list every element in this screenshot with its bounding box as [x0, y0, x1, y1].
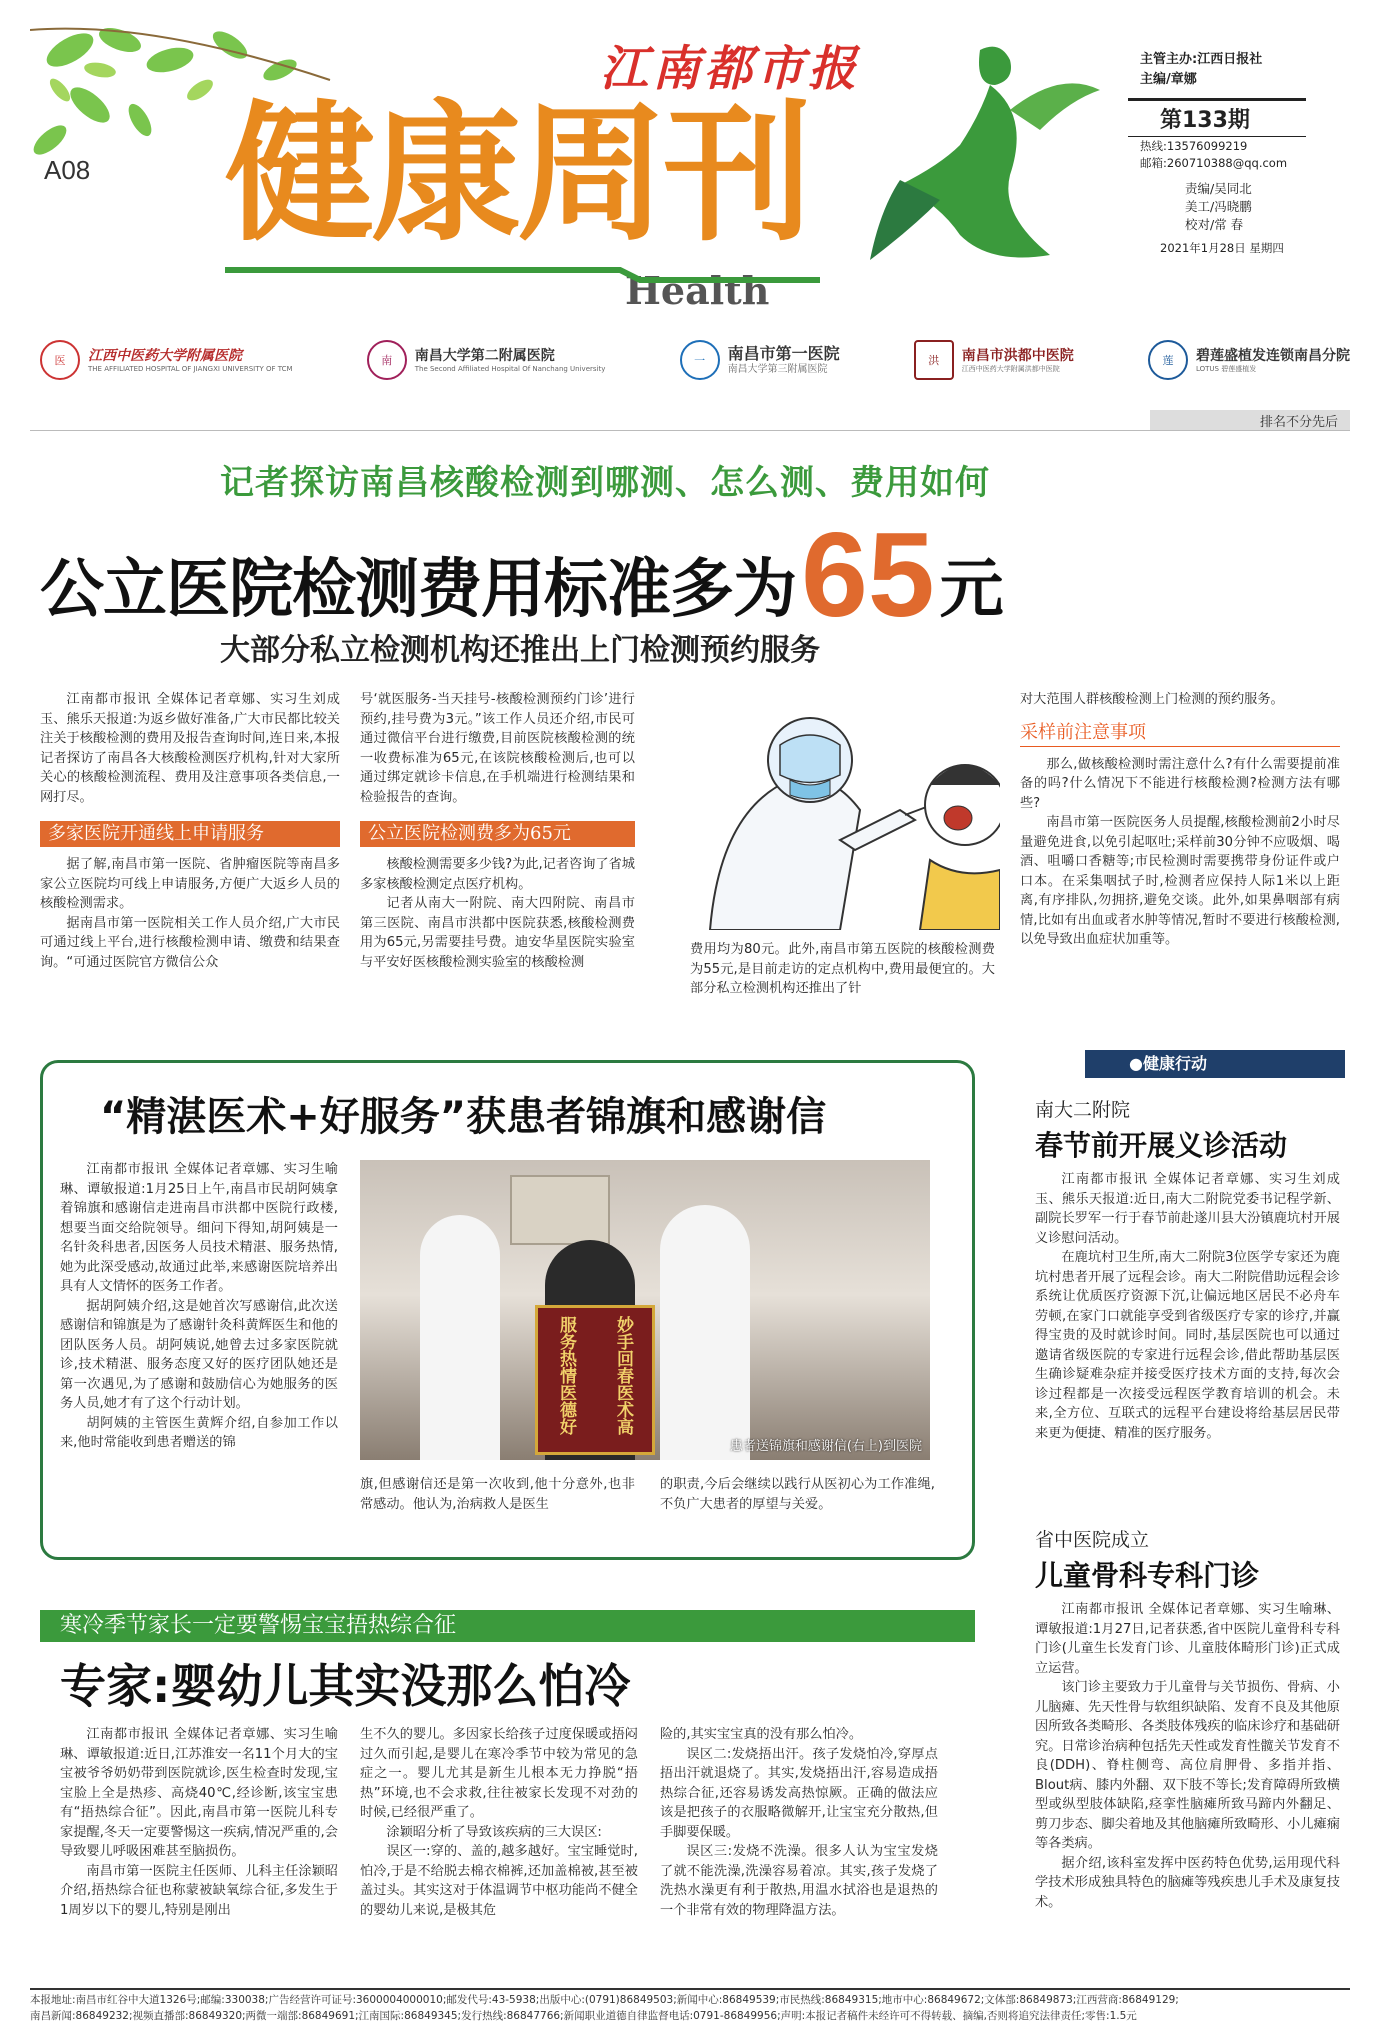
headline-number: 65 [801, 508, 935, 642]
rank-note: 排名不分先后 [1259, 415, 1338, 430]
main-column-1 [40, 690, 340, 972]
paragraph: 据介绍,该科室发挥中医药特色优势,运用现代科学技术形成独具特色的脑瘫等残疾患儿手术及康复技术。 [1035, 1855, 1340, 1910]
main-column-4 [1020, 690, 1340, 950]
main-headline [40, 508, 1004, 642]
side-article-1 [1035, 1095, 1340, 1443]
subhead: 公立医院检测费多为65元 [360, 821, 635, 847]
issue-number: 第133期 [1128, 98, 1306, 137]
hospital-logo-3: 一 南昌市第一医院 南昌大学第三附属医院 [680, 340, 840, 380]
section-title: 健康周刊 [225, 88, 810, 262]
bottom-kicker: 寒冷季节家长一定要警惕宝宝捂热综合征 [40, 1610, 975, 1642]
staff-editor: 责编/吴同北 [1185, 181, 1252, 196]
box-column-2 [360, 1475, 635, 1514]
paragraph: 南昌市第一医院医务人员提醒,核酸检测前2小时尽量避免进食,以免引起呕吐;采样前30分钟不应吸烟、喝酒、咀嚼口香糖等;市民检测时需要携带身份证件或户口本。在采集咽拭子时,检测者应保持人际1米以上距离,有序排队,勿拥挤,避免交谈。此外,如果鼻咽部有病情,比如有出血或者水肿等情况,暂时不要进行核酸检测,以免导致出血症状加重等。 [1020, 815, 1340, 947]
paragraph: 涂颖昭分析了导致该疾病的三大误区: [386, 1824, 602, 1840]
bottom-column-3 [660, 1725, 938, 1920]
box-column-3 [660, 1475, 935, 1514]
footer-rule [30, 1988, 1350, 1990]
paragraph: 据南昌市第一医院相关工作人员介绍,广大市民可通过线上平台,进行核酸检测申请、缴费和结果查询。“可通过医院官方微信公众 [40, 915, 340, 970]
rule-line [30, 430, 1350, 431]
swab-test-illustration [690, 690, 1000, 930]
paragraph: 生不久的婴儿。多因家长给孩子过度保暖或捂闷过久而引起,是婴儿在寒冷季节中较为常见的急症之一。婴儿尤其是新生儿根本无力挣脱“捂热”环境,也不会求救,往往被家长发现不对劲的时候,已经很严重了。 [360, 1727, 638, 1820]
staff-list [1185, 180, 1252, 234]
subhead: 采样前注意事项 [1020, 720, 1340, 747]
footer-info [30, 1992, 1350, 2024]
bottom-column-2 [360, 1725, 638, 1920]
paragraph: 江南都市报讯 全媒体记者章娜、实习生喻琳、谭敏报道:近日,江苏淮安一名11个月大的宝宝被爷爷奶奶带到医院就诊,医生检查时发现,宝宝脸上全是热疹、高烧40℃,经诊断,该宝宝患有“捂热综合征”。因此,南昌市第一医院儿科专家提醒,冬天一定要警惕这一疾病,情况严重的,会导致婴儿呼吸困难甚至脑损伤。 [60, 1727, 338, 1859]
rank-note-bar [1150, 410, 1350, 430]
box-headline: “精湛医术+好服务”获患者锦旗和感谢信 [100, 1094, 827, 1140]
page-number: A08 [44, 155, 91, 185]
contact-info [1140, 138, 1287, 172]
lotus-emblem-icon: 莲 [1148, 340, 1188, 380]
side-kicker: 南大二附院 [1035, 1099, 1131, 1121]
side-headline: 儿童骨科专科门诊 [1035, 1559, 1260, 1592]
footer-line: 本报地址:南昌市红谷中大道1326号;邮编:330038;广告经营许可证号:3600004000010;邮发代号:43-5938;出版中心:(0791)86849503;新闻中心:86849539;市民热线:86849315;地市中心:86849672;文体部:86849873;江西营商:86849129; [30, 1994, 1179, 2006]
box-column-1 [60, 1160, 338, 1453]
section-title-en: Health [625, 268, 770, 313]
email-text: 邮箱:260710388@qq.com [1140, 156, 1288, 170]
paragraph: 江南都市报讯 全媒体记者章娜、实习生喻琳、谭敏报道:1月25日上午,南昌市民胡阿姨拿着锦旗和感谢信走进南昌市洪都中医院行政楼,想要当面交给院领导。细问下得知,胡阿姨是一名针灸科患者,因医务人员技术精湛、服务热情,她为此深受感动,故通过此举,来感谢医院培养出具有人文情怀的医务工作者。 [60, 1162, 338, 1294]
paragraph: 南昌市第一医院主任医师、儿科主任涂颖昭介绍,捂热综合征也称蒙被缺氧综合征,多发生于1周岁以下的婴儿,特别是刚出 [60, 1863, 338, 1918]
bottom-column-1 [60, 1725, 338, 1920]
sponsor-text: 主管主办:江西日报社 [1140, 52, 1263, 67]
side-label: ●健康行动 [1085, 1050, 1345, 1078]
paragraph: 据胡阿姨介绍,这是她首次写感谢信,此次送感谢信和锦旗是为了感谢针灸科黄辉医生和他的团队医务人员。胡阿姨说,她曾去过多家医院就诊,技术精湛、服务态度又好的医疗团队她还是第一次遇见,为了感谢和鼓励信心为她服务的医务人员,她才有了这个行动计划。 [60, 1298, 338, 1411]
paragraph: 江南都市报讯 全媒体记者章娜、实习生喻琳、谭敏报道:1月27日,记者获悉,省中医院儿童骨科专科门诊(儿童生长发育门诊、儿童肢体畸形门诊)正式成立运营。 [1035, 1602, 1340, 1676]
headline-text: 公立医院检测费用标准多为 [40, 553, 796, 627]
main-deck: 大部分私立检测机构还推出上门检测预约服务 [220, 633, 820, 668]
paragraph: 误区二:发烧捂出汗。孩子发烧怕冷,穿厚点捂出汗就退烧了。其实,发烧捂出汗,容易造成捂热综合征,还容易诱发高热惊厥。正确的做法应该是把孩子的衣服略微解开,让宝宝充分散热,但手脚要保暖。 [660, 1746, 938, 1840]
main-column-2 [360, 690, 635, 972]
wall-poster [510, 1175, 610, 1245]
paragraph: 旗,但感谢信还是第一次收到,他十分意外,也非常感动。他认为,治病救人是医生 [360, 1477, 635, 1512]
paragraph: 据了解,南昌市第一医院、省肿瘤医院等南昌多家公立医院均可线上申请服务,方便广大返乡人员的核酸检测需求。 [40, 857, 340, 911]
paragraph: 江南都市报讯 全媒体记者章娜、实习生刘成玉、熊乐天报道:近日,南大二附院党委书记程学新、副院长罗军一行于春节前赴遂川县大汾镇鹿坑村开展义诊慰问活动。 [1035, 1172, 1340, 1246]
paragraph: 险的,其实宝宝真的没有那么怕冷。 [660, 1727, 863, 1742]
paragraph: 胡阿姨的主管医生黄辉介绍,自参加工作以来,他时常能收到患者赠送的锦 [60, 1415, 338, 1450]
hotline-text: 热线:13576099219 [1140, 139, 1248, 153]
hospital-emblem-icon: 洪 [914, 340, 954, 380]
hospital-logo-1: 医 江西中医药大学附属医院 THE AFFILIATED HOSPITAL OF JIANGXI UNIVERSITY OF TCM [40, 340, 293, 380]
paragraph: 误区一:穿的、盖的,越多越好。宝宝睡觉时,怕冷,于是不给脱去棉衣棉裤,还加盖棉被,甚至被盖过头。其实这对于体温调节中枢功能尚不健全的婴幼儿来说,是极其危 [360, 1844, 638, 1918]
staff-proofreader: 校对/常 春 [1185, 217, 1244, 232]
sponsor-info [1140, 50, 1262, 90]
photo-caption: 患者送锦旗和感谢信(右上)到医院 [729, 1439, 922, 1454]
side-headline: 春节前开展义诊活动 [1035, 1129, 1288, 1162]
hospital-logo-5: 莲 碧莲盛植发连锁南昌分院 LOTUS 碧莲盛植发 [1148, 340, 1350, 380]
side-article-2 [1035, 1525, 1340, 1912]
hospital-logo-4: 洪 南昌市洪都中医院 江西中医药大学附属洪都中医院 [914, 340, 1074, 380]
hospital-emblem-icon: 南 [367, 340, 407, 380]
hospital-emblem-icon: 一 [680, 340, 720, 380]
staff-designer: 美工/冯晓鹏 [1185, 199, 1252, 214]
masthead [0, 0, 1385, 320]
paragraph: 费用均为80元。此外,南昌市第五医院的核酸检测费为55元,是目前走访的定点机构中,费用最便宜的。大部分私立检测机构还推出了针 [690, 942, 995, 996]
main-kicker: 记者探访南昌核酸检测到哪测、怎么测、费用如何 [220, 463, 990, 503]
banner-line: 妙手回春医术高 [613, 1316, 633, 1435]
footer-line: 南昌新闻:86849232;视频直播部:86849320;两微一端部:86849691;江南国际:86849345;发行热线:86847766;新闻职业道德自律监督电话:0791-86849956;声明:本报记者稿件未经许可不得转载、摘编,否则将追究法律责任;零售:1.5元 [30, 2010, 1137, 2022]
award-photo [360, 1160, 930, 1460]
person-right [660, 1205, 750, 1460]
paragraph: 该门诊主要致力于儿童骨与关节损伤、骨病、小儿脑瘫、先天性骨与软组织缺陷、发育不良及其他原因所致各类畸形、各类肢体残疾的临床诊疗和基础研究。日常诊治病种包括先天性或发育性髋关节发育不良(DDH)、脊柱侧弯、高位肩胛骨、多指并指、Blout病、膝内外翻、双下肢不等长;发育障碍所致横型或纵型肢体缺陷,痉挛性脑瘫所致马蹄内外翻足、剪刀步态、脚尖着地及其他脑瘫所致畸形、小儿瘫痫等各类病。 [1035, 1680, 1340, 1851]
person-left [420, 1215, 500, 1460]
hospital-emblem-icon: 医 [40, 340, 80, 380]
paragraph: 江南都市报讯 全媒体记者章娜、实习生刘成玉、熊乐天报道:为返乡做好准备,广大市民都比较关注关于核酸检测的费用及报告查询时间,连日来,本报记者探访了南昌各大核酸检测医疗机构,针对大家所关心的核酸检测流程、费用及注意事项各类信息,一网打尽。 [40, 692, 340, 805]
headline-unit: 元 [939, 553, 1004, 627]
paragraph: 那么,做核酸检测时需注意什么?有什么需要提前准备的吗?什么情况下不能进行核酸检测?检测方法有哪些? [1020, 756, 1340, 811]
bottom-headline: 专家:婴幼儿其实没那么怕冷 [60, 1659, 631, 1713]
paragraph: 号‘就医服务-当天挂号-核酸检测预约门诊’进行预约,挂号费为3元。”该工作人员还介绍,市民可通过微信平台进行缴费,目前医院核酸检测的统一收费标准为65元,在该院核酸检测后,也可以通过绑定就诊卡信息,在手机端进行检测结果和检验报告的查询。 [360, 692, 635, 805]
hospital-logo-2: 南 南昌大学第二附属医院 The Second Affiliated Hospital Of Nanchang University [367, 340, 606, 380]
newspaper-name: 江南都市报 [600, 41, 861, 97]
hospital-sponsors [40, 330, 1350, 390]
main-column-3 [690, 940, 995, 999]
paragraph: 对大范围人群核酸检测上门检测的预约服务。 [1020, 692, 1284, 707]
paragraph: 记者从南大一附院、南大四附院、南昌市第三医院、南昌市洪都中医院获悉,核酸检测费用为65元,另需要挂号费。迪安华星医院实验室与平安好医核酸检测实验室的核酸检测 [360, 896, 635, 970]
issue-date: 2021年1月28日 星期四 [1160, 241, 1284, 255]
paragraph: 误区三:发烧不洗澡。很多人认为宝宝发烧了就不能洗澡,洗澡容易着凉。其实,孩子发烧了洗热水澡更有利于散热,用温水拭浴也是退热的一个非常有效的物理降温方法。 [660, 1844, 938, 1918]
banner-line: 服务热情医德好 [556, 1316, 576, 1435]
paragraph: 核酸检测需要多少钱?为此,记者咨询了省城多家核酸检测定点医疗机构。 [360, 857, 635, 892]
paragraph: 的职责,今后会继续以践行从医初心为工作准绳,不负广大患者的厚望与关爱。 [660, 1477, 935, 1512]
silk-banner [535, 1305, 655, 1455]
subhead: 多家医院开通线上申请服务 [40, 821, 340, 847]
chief-editor-text: 主编/章娜 [1140, 72, 1197, 87]
side-kicker: 省中医院成立 [1035, 1529, 1150, 1551]
paragraph: 在鹿坑村卫生所,南大二附院3位医学专家还为鹿坑村患者开展了远程会诊。南大二附院借助远程会诊系统让优质医疗资源下沉,让偏远地区居民不必舟车劳顿,在家门口就能享受到省级医疗专家的诊疗,并赢得宝贵的及时就诊时间。同时,基层医院也可以通过邀请省级医院的专家进行远程会诊,借此帮助基层医生确诊疑难杂症并接受医疗技术方面的支持,每次会诊过程都是一次接受远程医学教育培训的机会。未来,全方位、互联式的远程平台建设将给基层居民带来更为便捷、精准的医疗服务。 [1035, 1250, 1340, 1441]
title-underline-icon [220, 250, 840, 290]
yoga-figure-icon [860, 30, 1120, 290]
